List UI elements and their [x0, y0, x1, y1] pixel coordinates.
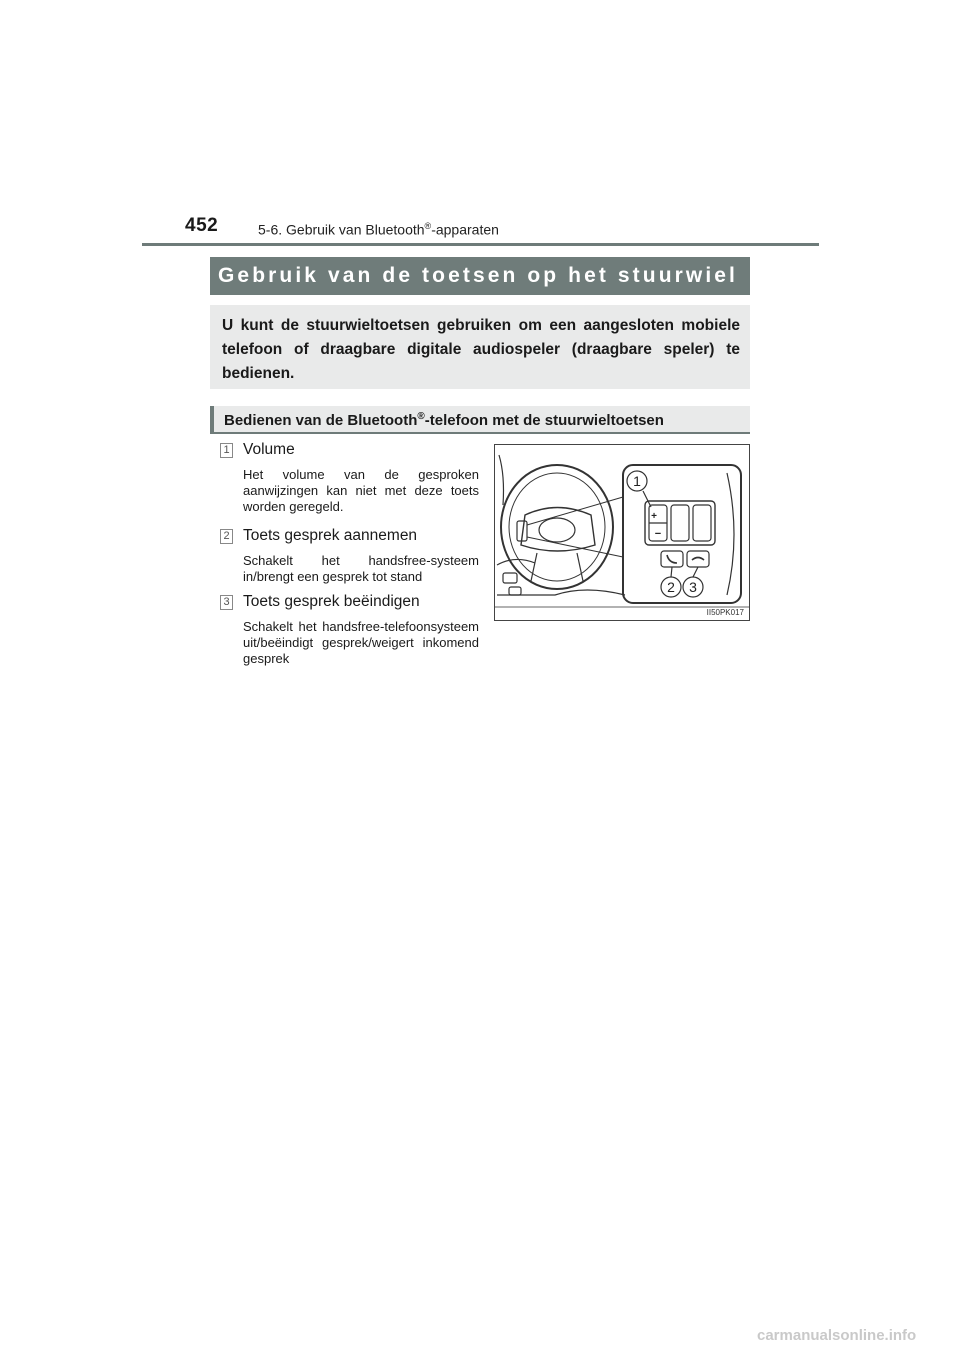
- callout-2: 2: [667, 579, 675, 595]
- watermark: carmanualsonline.info: [757, 1327, 917, 1344]
- item-description: Schakelt het handsfree-telefoonsysteem uit/beëindigt gesprek/weigert inkomend gesprek: [243, 619, 479, 666]
- figure-code: II50PK017: [706, 608, 744, 617]
- intro-text: U kunt de stuurwieltoetsen gebruiken om een aangesloten mobiele telefoon of draagbare digitale audiospeler (draagbare speler) te bedienen.: [210, 305, 750, 389]
- item-title: Toets gesprek beëindigen: [243, 593, 420, 610]
- page-number: 452: [185, 215, 219, 236]
- section-reference: 5-6. Gebruik van Bluetooth®-apparaten: [258, 221, 499, 238]
- header-rule: [142, 243, 819, 246]
- page-title: Gebruik van de toetsen op het stuurwiel: [210, 257, 750, 295]
- item-number: 3: [220, 595, 233, 610]
- item-description: Het volume van de gesproken aanwijzingen kan niet met deze toets worden geregeld.: [243, 467, 479, 514]
- volume-up-label: +: [651, 511, 657, 522]
- item-number: 2: [220, 529, 233, 544]
- callout-1: 1: [633, 473, 641, 489]
- item-title: Volume: [243, 441, 295, 458]
- callout-3: 3: [689, 579, 697, 595]
- volume-down-label: −: [654, 528, 662, 540]
- item-description: Schakelt het handsfree-systeem in/brengt een gesprek tot stand: [243, 553, 479, 584]
- item-number: 1: [220, 443, 233, 458]
- steering-wheel-drawing: [495, 445, 749, 620]
- section-heading: Bedienen van de Bluetooth®-telefoon met de stuurwieltoetsen: [210, 406, 750, 434]
- steering-wheel-illustration: [494, 444, 750, 621]
- item-title: Toets gesprek aannemen: [243, 527, 418, 544]
